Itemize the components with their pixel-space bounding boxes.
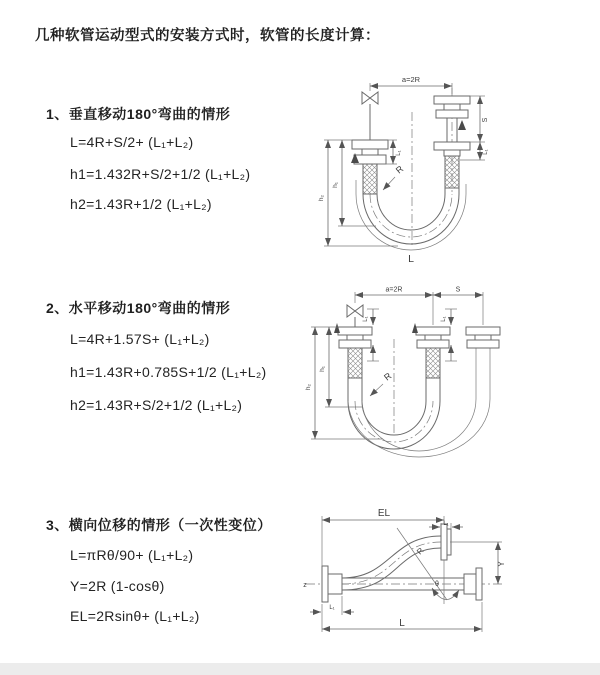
right-flange-fitting	[434, 96, 470, 194]
dim-s-label: S	[455, 286, 461, 294]
radius-label: R	[415, 545, 426, 557]
braided-hose-section	[426, 348, 440, 378]
right-flange-fitting	[466, 327, 500, 348]
dim-el-label: EL	[377, 508, 391, 519]
section-2-formula-h2: h2=1.43R+S/2+1/2 (L₁+L₂)	[70, 397, 243, 413]
hose-shifted-outer-curve	[348, 399, 490, 457]
diagram-horizontal-move-180-bend	[303, 281, 595, 463]
dim-l1-left-label: L₁	[363, 316, 369, 322]
dim-s-label: S	[482, 117, 489, 123]
length-label: L	[408, 253, 414, 265]
section-3-formula-L: L=πRθ/90+ (L₁+L₂)	[70, 547, 194, 563]
valve-icon	[347, 305, 363, 327]
section-1-heading: 1、垂直移动180°弯曲的情形	[46, 106, 231, 122]
section-2-heading: 2、水平移动180°弯曲的情形	[46, 300, 231, 316]
braided-hose-section	[348, 348, 362, 378]
dim-l1-mid-label: L₁	[441, 316, 447, 322]
left-flange-fitting	[352, 140, 388, 194]
section-1-formula-h2: h2=1.43R+1/2 (L₁+L₂)	[70, 196, 212, 212]
movement-arrow-right	[458, 120, 466, 130]
section-3-formula-EL: EL=2Rsinθ+ (L₁+L₂)	[70, 608, 200, 624]
radius-label: R	[382, 370, 394, 383]
section-2-formula-L: L=4R+1.57S+ (L₁+L₂)	[70, 331, 210, 347]
valve-icon	[362, 92, 378, 140]
hose-scurve-top	[342, 536, 441, 578]
left-flange-fitting	[338, 327, 372, 378]
right-displaced-flange	[441, 524, 451, 560]
dim-y-label: Y	[497, 561, 506, 567]
dim-h1-label: h₁	[319, 366, 326, 372]
dim-l-label: L	[399, 618, 405, 629]
hose-centerline-curve	[370, 194, 452, 237]
braided-hose-section	[363, 164, 377, 194]
section-2-formula-h1: h1=1.43R+0.785S+1/2 (L₁+L₂)	[70, 364, 267, 380]
radius-label: R	[393, 163, 406, 176]
dim-a2r-label: a=2R	[401, 75, 421, 84]
page-bottom-edge	[0, 663, 600, 675]
section-3-formula-Y: Y=2R (1-cosθ)	[70, 578, 165, 594]
hose-shifted-curve	[356, 194, 466, 250]
braided-hose-section	[445, 156, 459, 188]
dim-a2r-label: a=2R	[385, 286, 403, 294]
dim-l1-right-label: L₁	[483, 149, 489, 155]
section-1-formula-h1: h1=1.432R+S/2+1/2 (L₁+L₂)	[70, 166, 251, 182]
diagram-lateral-displacement	[296, 498, 600, 648]
left-flange	[322, 566, 342, 602]
theta-label: θ	[435, 581, 439, 588]
diagram-vertical-move-180-bend	[312, 70, 590, 265]
middle-flange-fitting	[416, 327, 450, 378]
centerline-break-mark: z	[303, 582, 307, 589]
dim-l1-top-label: L₁	[443, 521, 449, 527]
hose-inner-curve	[377, 194, 445, 230]
dim-h2-label: h₂	[318, 194, 325, 202]
dim-h2-label: h₂	[305, 383, 312, 391]
section-3-heading: 3、横向位移的情形（一次性变位）	[46, 517, 272, 533]
dim-l1-left-label: L₁	[396, 150, 402, 156]
dim-l1-left-label: L₁	[329, 605, 335, 611]
hose-shifted-inner-curve	[362, 399, 476, 451]
right-straight-flange	[464, 568, 482, 600]
page-title: 几种软管运动型式的安装方式时，软管的长度计算：	[35, 28, 380, 44]
dim-h1-label: h₁	[332, 182, 339, 188]
section-1-formula-L: L=4R+S/2+ (L₁+L₂)	[70, 134, 194, 150]
